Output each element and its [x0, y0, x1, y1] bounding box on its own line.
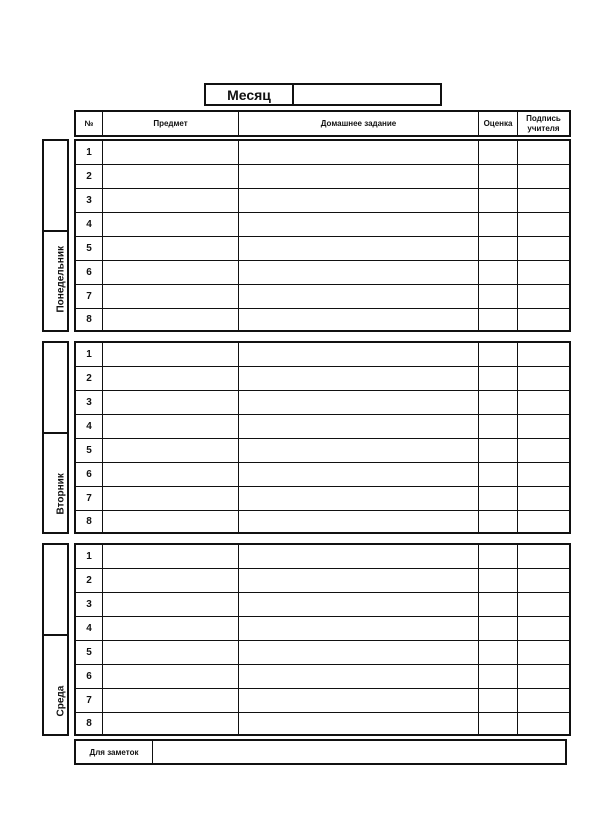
subject-cell[interactable] [103, 367, 239, 390]
day-name-box [44, 432, 67, 524]
subject-cell[interactable] [103, 617, 239, 640]
lesson-number: 5 [76, 237, 103, 260]
subject-cell[interactable] [103, 285, 239, 308]
signature-cell[interactable] [518, 237, 569, 260]
signature-cell[interactable] [518, 641, 569, 664]
subject-cell[interactable] [103, 665, 239, 688]
table-row [76, 261, 569, 285]
grade-cell[interactable] [479, 391, 518, 414]
table-row [76, 545, 569, 569]
subject-cell[interactable] [103, 391, 239, 414]
grade-cell[interactable] [479, 189, 518, 212]
homework-cell[interactable] [239, 391, 479, 414]
day-name-box [44, 230, 67, 322]
grade-cell[interactable] [479, 545, 518, 568]
subject-cell[interactable] [103, 165, 239, 188]
lesson-number: 3 [76, 593, 103, 616]
table-row [76, 439, 569, 463]
grade-cell[interactable] [479, 511, 518, 532]
subject-cell[interactable] [103, 593, 239, 616]
grade-cell[interactable] [479, 617, 518, 640]
grade-cell[interactable] [479, 141, 518, 164]
signature-cell[interactable] [518, 213, 569, 236]
table-row [76, 569, 569, 593]
grade-cell[interactable] [479, 641, 518, 664]
day-name: Вторник [55, 473, 66, 515]
lesson-number: 7 [76, 689, 103, 712]
grade-cell[interactable] [479, 463, 518, 486]
grade-cell[interactable] [479, 689, 518, 712]
signature-cell[interactable] [518, 165, 569, 188]
homework-cell[interactable] [239, 343, 479, 366]
lesson-number: 1 [76, 141, 103, 164]
signature-cell[interactable] [518, 463, 569, 486]
homework-cell[interactable] [239, 617, 479, 640]
lesson-number: 8 [76, 713, 103, 734]
subject-cell[interactable] [103, 487, 239, 510]
subject-cell[interactable] [103, 261, 239, 284]
homework-cell[interactable] [239, 415, 479, 438]
grade-cell[interactable] [479, 665, 518, 688]
lesson-number: 5 [76, 641, 103, 664]
table-row [76, 141, 569, 165]
day-name: Понедельник [55, 246, 66, 313]
lesson-number: 8 [76, 309, 103, 330]
lesson-number: 7 [76, 487, 103, 510]
table-row [76, 641, 569, 665]
day-name: Среда [55, 685, 66, 717]
subject-cell[interactable] [103, 569, 239, 592]
month-value-field[interactable] [292, 85, 440, 104]
subject-cell[interactable] [103, 141, 239, 164]
subject-cell[interactable] [103, 641, 239, 664]
lesson-number: 2 [76, 165, 103, 188]
table-row [76, 415, 569, 439]
signature-cell[interactable] [518, 391, 569, 414]
signature-cell[interactable] [518, 665, 569, 688]
month-label: Месяц [206, 85, 294, 104]
subject-cell[interactable] [103, 309, 239, 330]
table-row [76, 189, 569, 213]
table-row [76, 367, 569, 391]
homework-cell[interactable] [239, 593, 479, 616]
grade-cell[interactable] [479, 285, 518, 308]
signature-cell[interactable] [518, 141, 569, 164]
homework-cell[interactable] [239, 545, 479, 568]
day-table [74, 341, 571, 534]
grade-cell[interactable] [479, 213, 518, 236]
grade-cell[interactable] [479, 261, 518, 284]
notes-field[interactable] [153, 741, 565, 763]
subject-cell[interactable] [103, 343, 239, 366]
table-row [76, 165, 569, 189]
grade-cell[interactable] [479, 439, 518, 462]
signature-cell[interactable] [518, 511, 569, 532]
lesson-number: 4 [76, 415, 103, 438]
day-table [74, 543, 571, 736]
homework-cell[interactable] [239, 285, 479, 308]
grade-cell[interactable] [479, 237, 518, 260]
homework-cell[interactable] [239, 237, 479, 260]
subject-cell[interactable] [103, 213, 239, 236]
day-name-box [44, 634, 67, 726]
header-signature: Подпись учителя [526, 113, 561, 133]
homework-cell[interactable] [239, 367, 479, 390]
homework-cell[interactable] [239, 511, 479, 532]
homework-cell[interactable] [239, 309, 479, 330]
table-row [76, 617, 569, 641]
lesson-number: 6 [76, 261, 103, 284]
lesson-number: 4 [76, 213, 103, 236]
table-row [76, 391, 569, 415]
header-homework: Домашнее задание [239, 112, 479, 135]
notes-label: Для заметок [76, 741, 153, 763]
homework-cell[interactable] [239, 213, 479, 236]
header-grade: Оценка [479, 112, 518, 135]
homework-cell[interactable] [239, 689, 479, 712]
grade-cell[interactable] [479, 367, 518, 390]
subject-cell[interactable] [103, 713, 239, 734]
homework-cell[interactable] [239, 641, 479, 664]
lesson-number: 1 [76, 343, 103, 366]
subject-cell[interactable] [103, 439, 239, 462]
table-row [76, 713, 569, 734]
table-row [76, 213, 569, 237]
lesson-number: 8 [76, 511, 103, 532]
signature-cell[interactable] [518, 487, 569, 510]
lesson-number: 3 [76, 391, 103, 414]
lesson-number: 1 [76, 545, 103, 568]
subject-cell[interactable] [103, 689, 239, 712]
grade-cell[interactable] [479, 713, 518, 734]
lesson-number: 2 [76, 367, 103, 390]
subject-cell[interactable] [103, 189, 239, 212]
subject-cell[interactable] [103, 545, 239, 568]
table-row [76, 487, 569, 511]
grade-cell[interactable] [479, 343, 518, 366]
grade-cell[interactable] [479, 415, 518, 438]
table-row [76, 665, 569, 689]
lesson-number: 6 [76, 463, 103, 486]
homework-cell[interactable] [239, 141, 479, 164]
lesson-number: 6 [76, 665, 103, 688]
notes-row [74, 739, 567, 765]
table-row [76, 463, 569, 487]
signature-cell[interactable] [518, 343, 569, 366]
subject-cell[interactable] [103, 237, 239, 260]
homework-cell[interactable] [239, 261, 479, 284]
homework-cell[interactable] [239, 439, 479, 462]
header-num: № [76, 112, 103, 135]
grade-cell[interactable] [479, 569, 518, 592]
signature-cell[interactable] [518, 285, 569, 308]
lesson-number: 2 [76, 569, 103, 592]
day-label-box [42, 341, 69, 534]
signature-cell[interactable] [518, 189, 569, 212]
homework-cell[interactable] [239, 189, 479, 212]
signature-cell[interactable] [518, 545, 569, 568]
lesson-number: 5 [76, 439, 103, 462]
homework-cell[interactable] [239, 487, 479, 510]
table-row [76, 237, 569, 261]
homework-cell[interactable] [239, 463, 479, 486]
grade-cell[interactable] [479, 165, 518, 188]
subject-cell[interactable] [103, 511, 239, 532]
homework-cell[interactable] [239, 665, 479, 688]
signature-cell[interactable] [518, 689, 569, 712]
subject-cell[interactable] [103, 415, 239, 438]
table-row [76, 511, 569, 532]
day-label-box [42, 543, 69, 736]
day-table [74, 139, 571, 332]
signature-cell[interactable] [518, 593, 569, 616]
table-row [76, 309, 569, 330]
signature-cell[interactable] [518, 617, 569, 640]
grade-cell[interactable] [479, 593, 518, 616]
signature-cell[interactable] [518, 367, 569, 390]
lesson-number: 4 [76, 617, 103, 640]
table-row [76, 285, 569, 309]
month-box [204, 83, 442, 106]
signature-cell[interactable] [518, 261, 569, 284]
signature-cell[interactable] [518, 309, 569, 330]
lesson-number: 3 [76, 189, 103, 212]
lesson-number: 7 [76, 285, 103, 308]
grade-cell[interactable] [479, 309, 518, 330]
table-header [74, 110, 571, 137]
table-row [76, 593, 569, 617]
homework-cell[interactable] [239, 569, 479, 592]
homework-cell[interactable] [239, 713, 479, 734]
day-label-box [42, 139, 69, 332]
header-subject: Предмет [103, 112, 239, 135]
signature-cell[interactable] [518, 415, 569, 438]
signature-cell[interactable] [518, 439, 569, 462]
homework-cell[interactable] [239, 165, 479, 188]
table-row [76, 689, 569, 713]
signature-cell[interactable] [518, 569, 569, 592]
grade-cell[interactable] [479, 487, 518, 510]
signature-cell[interactable] [518, 713, 569, 734]
subject-cell[interactable] [103, 463, 239, 486]
table-row [76, 343, 569, 367]
